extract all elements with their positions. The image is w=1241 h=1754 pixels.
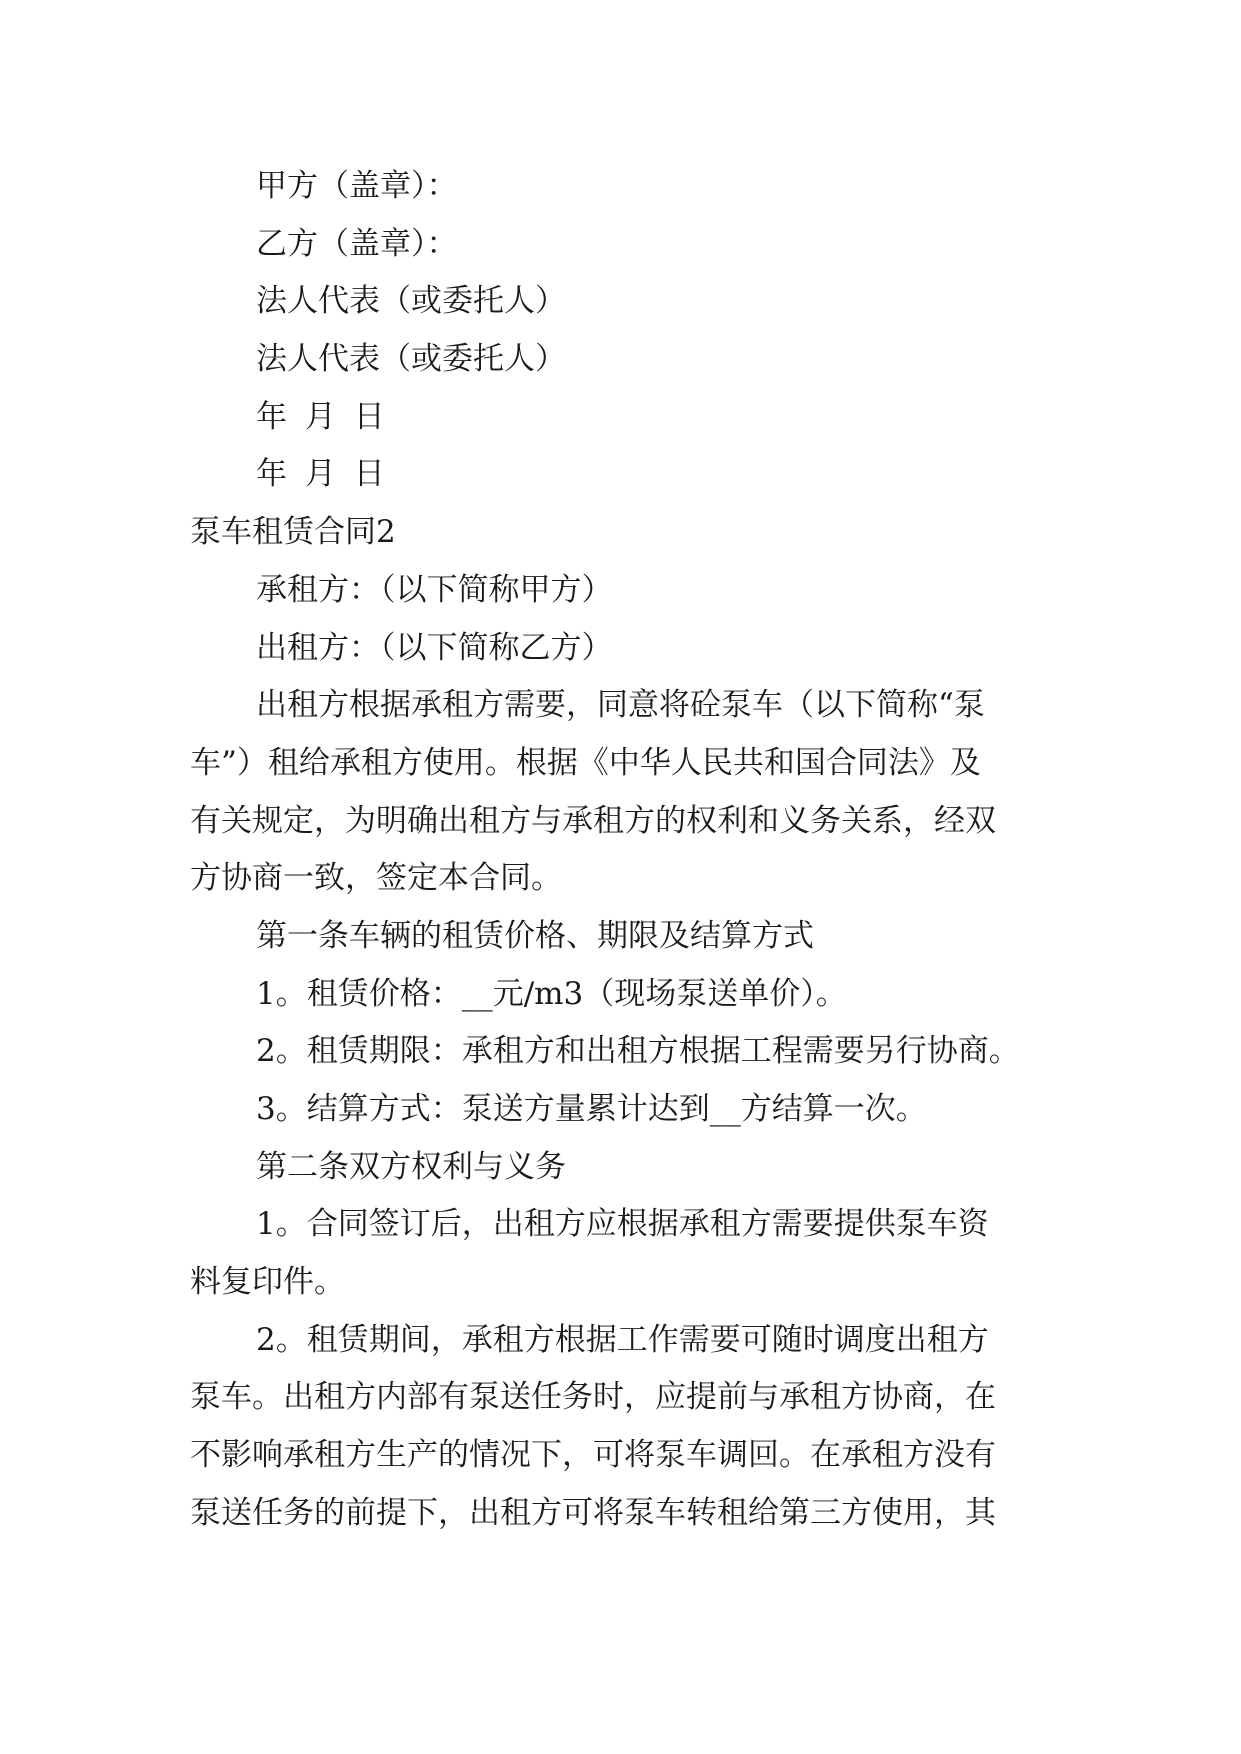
intro-paragraph-line: 有关规定，为明确出租方与承租方的权利和义务关系，经双	[190, 802, 996, 839]
lessee-line: 承租方：（以下简称甲方）	[256, 571, 613, 608]
intro-paragraph-line: 方协商一致，签定本合同。	[190, 860, 562, 897]
article-2-item-1-line: 料复印件。	[190, 1264, 345, 1301]
contract-title: 泵车租赁合同2	[190, 514, 396, 551]
article-2-item-2-line: 泵送任务的前提下，出租方可将泵车转租给第三方使用，其	[190, 1494, 996, 1531]
article-2-heading: 第二条双方权利与义务	[256, 1148, 566, 1185]
legal-rep-line: 法人代表（或委托人）	[256, 283, 566, 320]
date-line: 年 月 日	[256, 456, 389, 493]
legal-rep-line: 法人代表（或委托人）	[256, 341, 566, 378]
intro-paragraph-line: 车”）租给承租方使用。根据《中华人民共和国合同法》及	[190, 744, 981, 781]
lessor-line: 出租方：（以下简称乙方）	[256, 629, 613, 666]
party-a-seal-line: 甲方（盖章）：	[256, 168, 458, 204]
document-body	[190, 158, 1080, 1543]
article-1-item: 1。租赁价格：__元/m3（现场泵送单价）。	[256, 975, 847, 1012]
party-b-seal-line: 乙方（盖章）：	[256, 225, 458, 262]
article-1-heading: 第一条车辆的租赁价格、期限及结算方式	[256, 917, 814, 954]
article-2-item-2-line: 泵车。出租方内部有泵送任务时，应提前与承租方协商，在	[190, 1379, 996, 1416]
article-2-item-2-line: 2。租赁期间，承租方根据工作需要可随时调度出租方	[256, 1321, 989, 1358]
date-line: 年 月 日	[256, 398, 389, 435]
article-1-item: 2。租赁期限：承租方和出租方根据工程需要另行协商。	[256, 1033, 1020, 1070]
article-2-item-2-line: 不影响承租方生产的情况下，可将泵车调回。在承租方没有	[190, 1437, 996, 1474]
article-2-item-1-line: 1。合同签订后，出租方应根据承租方需要提供泵车资	[256, 1206, 989, 1243]
article-1-item: 3。结算方式：泵送方量累计达到__方结算一次。	[256, 1091, 927, 1127]
intro-paragraph-line: 出租方根据承租方需要，同意将砼泵车（以下简称“泵	[256, 687, 985, 724]
